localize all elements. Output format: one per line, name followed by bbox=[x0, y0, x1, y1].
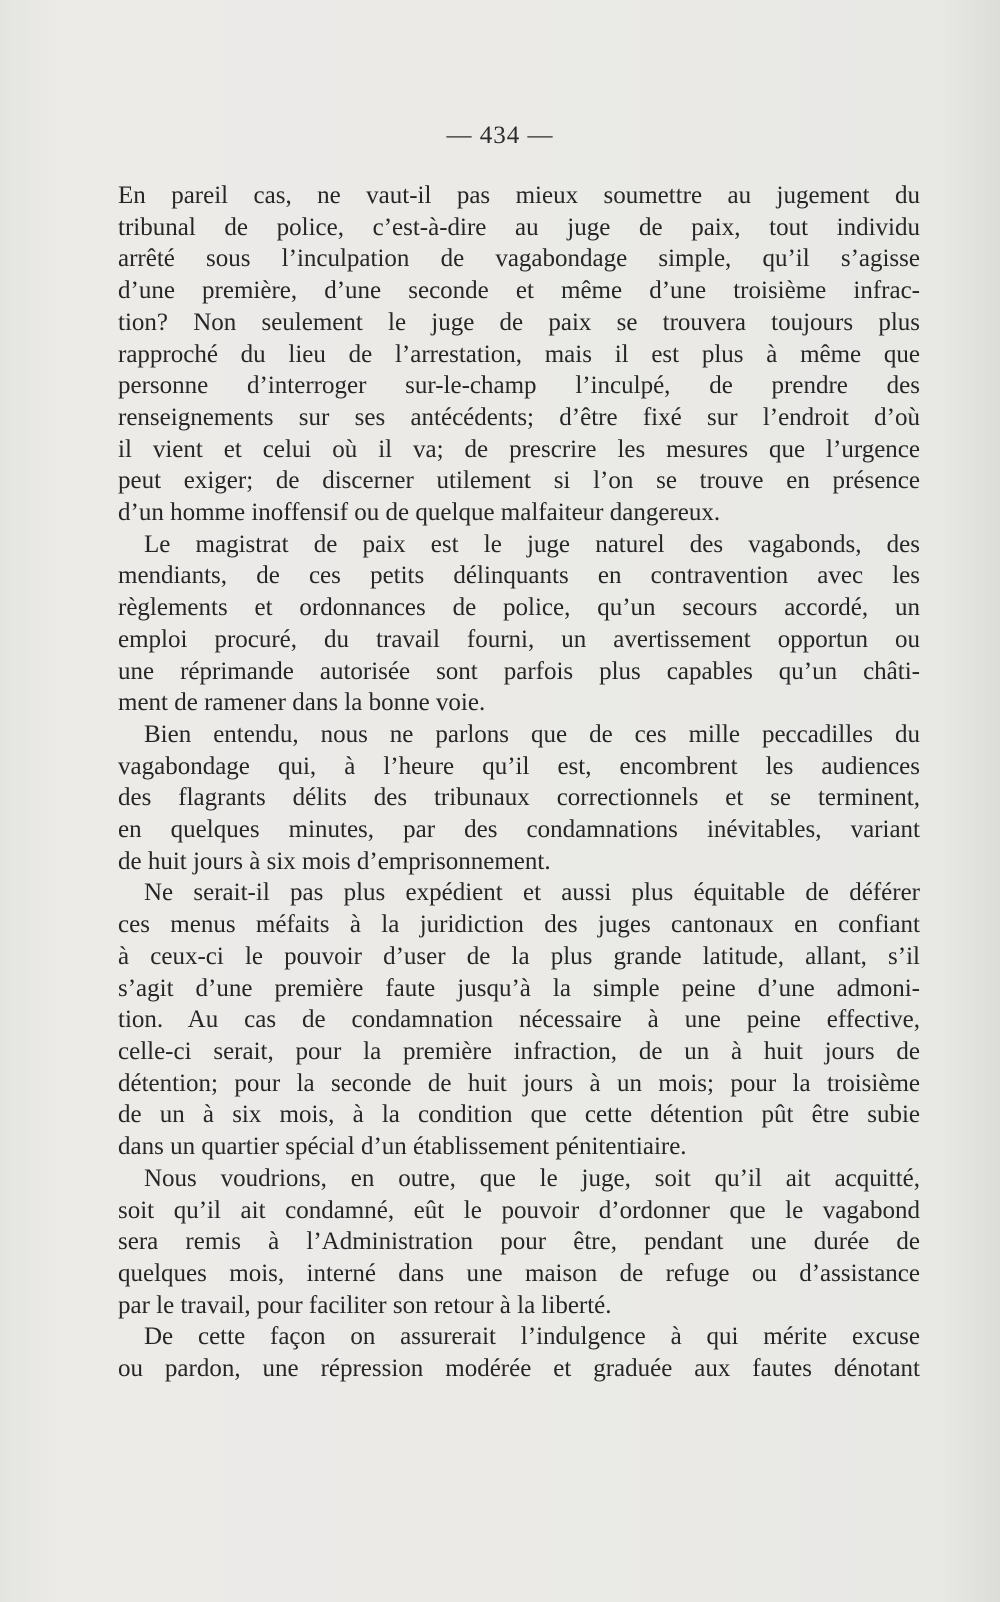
text-line: Le magistrat de paix est le juge naturel des vagabonds, des bbox=[144, 530, 920, 558]
text-line: Ne serait-il pas plus expédient et aussi plus équitable de déférer bbox=[144, 879, 920, 907]
paragraph-2 bbox=[118, 529, 920, 719]
text-line: tion? Non seulement le juge de paix se trouvera toujours plus bbox=[118, 308, 920, 336]
text-line: détention; pour la seconde de huit jours à un mois; pour la troisième bbox=[118, 1069, 920, 1097]
paragraph-5 bbox=[118, 1163, 920, 1322]
text-line: renseignements sur ses antécédents; d’être fixé sur l’endroit d’où bbox=[118, 403, 920, 431]
text-line: Nous voudrions, en outre, que le juge, soit qu’il ait acquitté, bbox=[144, 1164, 920, 1192]
text-line: dans un quartier spécial d’un établissement pénitentiaire. bbox=[118, 1133, 687, 1161]
text-line: personne d’interroger sur-le-champ l’inculpé, de prendre des bbox=[118, 372, 920, 400]
text-line: une réprimande autorisée sont parfois plus capables qu’un châti- bbox=[118, 657, 920, 685]
text-line: rapproché du lieu de l’arrestation, mais il est plus à même que bbox=[118, 340, 920, 368]
text-line: règlements et ordonnances de police, qu’un secours accordé, un bbox=[118, 594, 920, 622]
text-line: ces menus méfaits à la juridiction des juges cantonaux en confiant bbox=[118, 911, 920, 939]
text-line: en quelques minutes, par des condamnations inévitables, variant bbox=[118, 816, 920, 844]
text-line: à ceux-ci le pouvoir d’user de la plus grande latitude, allant, s’il bbox=[118, 942, 920, 970]
text-line: En pareil cas, ne vaut-il pas mieux soumettre au jugement du bbox=[118, 182, 920, 209]
text-line: soit qu’il ait condamné, eût le pouvoir d’ordonner que le vagabond bbox=[118, 1196, 920, 1224]
text-line: tribunal de police, c’est-à-dire au juge de paix, tout individu bbox=[118, 213, 920, 241]
text-line: vagabondage qui, à l’heure qu’il est, encombrent les audiences bbox=[118, 752, 920, 780]
text-line: sera remis à l’Administration pour être, pendant une durée de bbox=[118, 1228, 920, 1256]
text-line: celle-ci serait, pour la première infraction, de un à huit jours de bbox=[118, 1037, 920, 1065]
text-line: de huit jours à six mois d’emprisonnement. bbox=[118, 847, 551, 875]
paragraph-4 bbox=[118, 877, 920, 1162]
text-line: de un à six mois, à la condition que cette détention pût être subie bbox=[118, 1101, 920, 1129]
text-line: d’un homme inoffensif ou de quelque malfaiteur dangereux. bbox=[118, 499, 721, 527]
text-line: mendiants, de ces petits délinquants en contravention avec les bbox=[118, 562, 920, 590]
text-line: arrêté sous l’inculpation de vagabondage simple, qu’il s’agisse bbox=[118, 245, 920, 273]
text-line: De cette façon on assurerait l’indulgence à qui mérite excuse bbox=[144, 1323, 920, 1351]
text-line: des flagrants délits des tribunaux correctionnels et se terminent, bbox=[118, 784, 920, 812]
text-line: ment de ramener dans la bonne voie. bbox=[118, 689, 486, 717]
text-line: d’une première, d’une seconde et même d’une troisième infrac- bbox=[118, 277, 920, 305]
text-line: tion. Au cas de condamnation nécessaire à une peine effective, bbox=[118, 1006, 920, 1034]
text-line: il vient et celui où il va; de prescrire les mesures que l’urgence bbox=[118, 435, 920, 463]
text-line: quelques mois, interné dans une maison de refuge ou d’assistance bbox=[118, 1259, 920, 1287]
text-line: peut exiger; de discerner utilement si l’on se trouve en présence bbox=[118, 467, 920, 495]
text-line: emploi procuré, du travail fourni, un avertissement opportun ou bbox=[118, 625, 920, 653]
text-line: s’agit d’une première faute jusqu’à la simple peine d’une admoni- bbox=[118, 974, 920, 1002]
page-number: — 434 — bbox=[446, 122, 554, 149]
text-line: par le travail, pour faciliter son retour à la liberté. bbox=[118, 1291, 612, 1319]
paragraph-6 bbox=[118, 1321, 920, 1384]
text-line: Bien entendu, nous ne parlons que de ces mille peccadilles du bbox=[144, 720, 920, 748]
paragraph-1 bbox=[118, 180, 920, 529]
paragraph-3 bbox=[118, 719, 920, 878]
body-text bbox=[118, 180, 920, 1385]
text-line: ou pardon, une répression modérée et graduée aux fautes dénotant bbox=[118, 1355, 920, 1383]
